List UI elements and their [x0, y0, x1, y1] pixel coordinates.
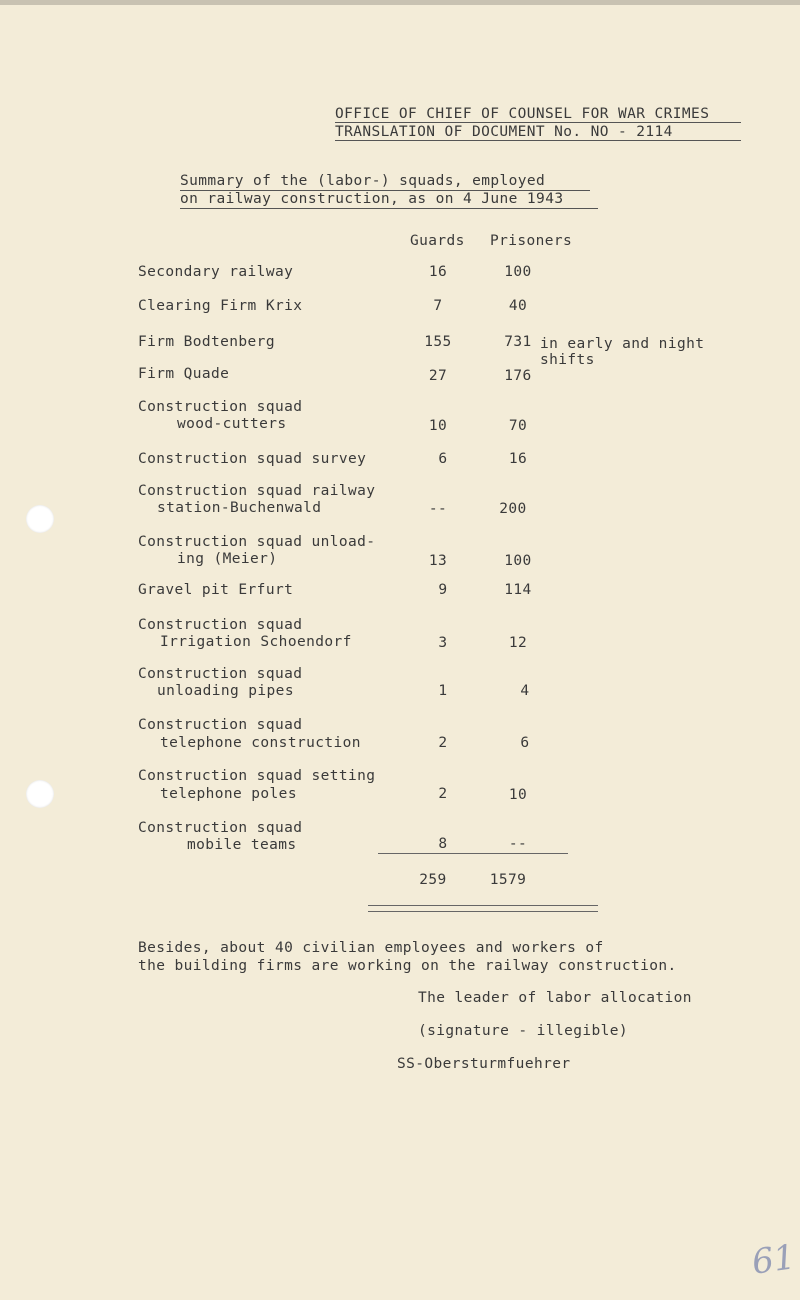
punch-hole-top	[26, 505, 54, 533]
row-prisoners: 200	[499, 501, 527, 517]
rank: SS-Obersturmfuehrer	[397, 1056, 571, 1072]
row-guards: 6	[438, 451, 448, 467]
row-prisoners: 100	[504, 553, 532, 569]
double-rule-top	[368, 905, 598, 906]
column-header-prisoners: Prisoners	[490, 233, 573, 249]
row-prisoners: 176	[504, 368, 532, 384]
row-label-cont: ing (Meier)	[177, 551, 278, 567]
row-label-cont: mobile teams	[187, 837, 297, 853]
summary-title-line1: Summary of the (labor-) squads, employed	[180, 173, 546, 189]
row-label: Construction squad survey	[138, 451, 367, 467]
row-guards: 9	[438, 582, 448, 598]
translation-header: TRANSLATION OF DOCUMENT No. NO - 2114	[335, 124, 673, 140]
row-label: Clearing Firm Krix	[138, 298, 303, 314]
row-guards: 10	[428, 418, 448, 434]
row-prisoners: 40	[508, 298, 528, 314]
row-guards: 155	[424, 334, 452, 350]
sum-rule	[378, 853, 568, 854]
row-guards: 2	[438, 786, 448, 802]
row-guards: 7	[433, 298, 443, 314]
row-prisoners: 16	[508, 451, 528, 467]
row-guards: 3	[438, 635, 448, 651]
row-prisoners: --	[508, 836, 528, 852]
row-prisoners: 4	[520, 683, 530, 699]
besides-line1: Besides, about 40 civilian employees and workers of	[138, 940, 604, 956]
row-prisoners: 10	[508, 787, 528, 803]
row-label-cont: telephone poles	[160, 786, 297, 802]
row-guards: 16	[428, 264, 448, 280]
row-label: Construction squad	[138, 717, 303, 733]
row-label-cont: wood-cutters	[177, 416, 287, 432]
row-label-cont: telephone construction	[160, 735, 361, 751]
row-prisoners: 6	[520, 735, 530, 751]
row-label: Construction squad unload-	[138, 534, 376, 550]
besides-line2: the building firms are working on the railway construction.	[138, 958, 677, 974]
total-prisoners: 1579	[489, 872, 527, 888]
row-guards: --	[428, 501, 448, 517]
column-header-guards: Guards	[410, 233, 465, 249]
row-guards: 1	[438, 683, 448, 699]
row-guards: 13	[428, 553, 448, 569]
row-label-cont: station-Buchenwald	[157, 500, 322, 516]
row-note: in early and night	[540, 336, 705, 352]
row-label: Secondary railway	[138, 264, 294, 280]
row-label-cont: Irrigation Schoendorf	[160, 634, 352, 650]
row-note-cont: shifts	[540, 352, 595, 368]
row-prisoners: 114	[504, 582, 532, 598]
punch-hole-bottom	[26, 780, 54, 808]
row-label: Construction squad	[138, 666, 303, 682]
row-label: Construction squad	[138, 617, 303, 633]
row-label: Gravel pit Erfurt	[138, 582, 294, 598]
page-edge	[0, 0, 800, 5]
row-prisoners: 70	[508, 418, 528, 434]
signature: (signature - illegible)	[418, 1023, 628, 1039]
summary-underline-2	[180, 208, 598, 209]
summary-title-line2: on railway construction, as on 4 June 1943	[180, 191, 564, 207]
row-label: Construction squad setting	[138, 768, 376, 784]
double-rule-bottom	[368, 911, 598, 912]
total-guards: 259	[419, 872, 447, 888]
row-prisoners: 12	[508, 635, 528, 651]
office-header: OFFICE OF CHIEF OF COUNSEL FOR WAR CRIMES	[335, 106, 710, 122]
header-underline-2	[335, 140, 741, 141]
row-label-cont: unloading pipes	[157, 683, 294, 699]
row-label: Construction squad railway	[138, 483, 376, 499]
row-guards: 8	[438, 836, 448, 852]
row-label: Firm Quade	[138, 366, 230, 382]
row-guards: 2	[438, 735, 448, 751]
row-guards: 27	[428, 368, 448, 384]
row-label: Firm Bodtenberg	[138, 334, 275, 350]
row-prisoners: 100	[504, 264, 532, 280]
row-label: Construction squad	[138, 820, 303, 836]
page-number: 61	[749, 1237, 798, 1283]
row-prisoners: 731	[504, 334, 532, 350]
row-label: Construction squad	[138, 399, 303, 415]
leader-title: The leader of labor allocation	[418, 990, 692, 1006]
